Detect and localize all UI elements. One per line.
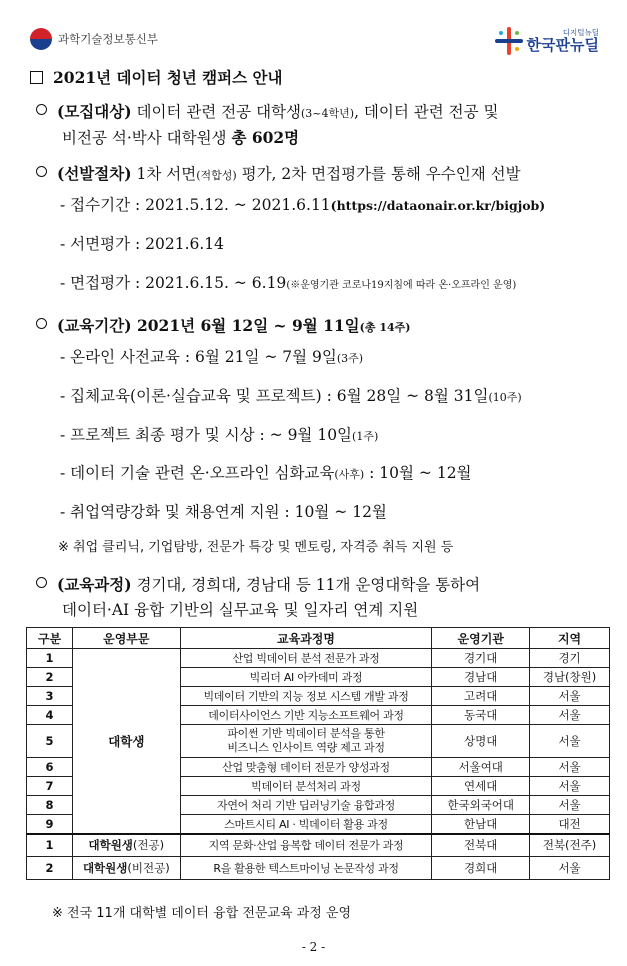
course-region: 서울 — [530, 725, 610, 758]
recruit-line2a: 비전공 석·박사 대학원생 — [62, 129, 232, 147]
course-org: 경남대 — [432, 668, 530, 687]
period-item-small: (3주) — [336, 352, 364, 365]
row-number: 6 — [27, 758, 73, 777]
selection-item-text: - 서면평가 : 2021.6.14 — [60, 235, 225, 253]
table-header-row — [27, 628, 610, 649]
period-main: 2021년 6월 12일 ~ 9월 11일 — [131, 316, 360, 335]
course-name: R을 활용한 텍스트마이닝 논문작성 과정 — [180, 857, 432, 880]
selection-item-text: - 면접평가 : 2021.6.15. ~ 6.19 — [60, 274, 287, 292]
column-header: 지역 — [530, 628, 610, 649]
period-item-small: (10주) — [488, 391, 522, 404]
table-row — [27, 834, 610, 857]
brand-title: 한국판뉴딜 — [526, 36, 599, 55]
application-url: (https://dataonair.or.kr/bigjob) — [330, 198, 546, 213]
selection-label: (선발절차) — [57, 164, 132, 183]
division-type: (전공) — [132, 838, 165, 853]
period-item-after: : 10월 ~ 12월 — [364, 464, 472, 482]
selection-item-text: - 접수기간 : 2021.5.12. ~ 2021.6.11 — [60, 196, 331, 214]
selection-item — [60, 194, 545, 217]
recruit-total: 총 602명 — [231, 128, 300, 147]
row-number: 9 — [27, 815, 73, 834]
selection-item — [60, 233, 224, 255]
period-item-small: (사후) — [334, 468, 365, 481]
course-region: 서울 — [530, 796, 610, 815]
selection-text-2: 평가, 2차 면접평가를 통해 우수인재 선발 — [236, 165, 521, 183]
period-item — [60, 346, 363, 370]
circle-bullet-icon — [36, 166, 47, 177]
table-row — [27, 649, 610, 668]
row-number: 3 — [27, 687, 73, 706]
course-region: 서울 — [530, 777, 610, 796]
column-header: 운영부문 — [72, 628, 180, 649]
period-section — [36, 314, 410, 340]
course-table — [26, 627, 610, 880]
course-org: 경기대 — [432, 649, 530, 668]
division-type: (비전공) — [127, 861, 170, 875]
curriculum-label: (교육과정) — [57, 575, 132, 594]
period-item-text: - 집체교육(이론·실습교육 및 프로젝트) : 6월 28일 ~ 8월 31일 — [60, 387, 489, 405]
row-number: 4 — [27, 706, 73, 725]
course-region: 전북(전주) — [530, 834, 610, 857]
period-item — [60, 501, 387, 523]
course-region: 경기 — [530, 649, 610, 668]
period-item-text: - 프로젝트 최종 평가 및 시상 : ~ 9월 10일 — [60, 426, 353, 444]
row-number: 1 — [27, 834, 73, 857]
recruit-text-2: , 데이터 관련 전공 및 — [354, 103, 499, 121]
selection-section — [36, 162, 521, 188]
ministry-emblem-icon — [30, 28, 52, 50]
course-org: 서울여대 — [432, 758, 530, 777]
course-name: 빅데이터 기반의 지능 정보 시스템 개발 과정 — [180, 687, 432, 706]
brand-subtitle: 디지털뉴딜 — [562, 27, 599, 37]
column-header: 운영기관 — [432, 628, 530, 649]
circle-bullet-icon — [36, 577, 47, 588]
course-region: 서울 — [530, 758, 610, 777]
curriculum-line-1: 경기대, 경희대, 경남대 등 11개 운영대학을 통하여 — [131, 576, 481, 594]
division-grad — [72, 834, 180, 857]
row-number: 2 — [27, 668, 73, 687]
course-org: 고려대 — [432, 687, 530, 706]
period-label: (교육기간) — [57, 316, 132, 335]
course-name: 빅데이터 분석처리 과정 — [180, 777, 432, 796]
course-name: 산업 맞춤형 데이터 전문가 양성과정 — [180, 758, 432, 777]
period-item-text: - 취업역량강화 및 채용연계 지원 : 10월 ~ 12월 — [60, 503, 387, 521]
ministry-header — [30, 26, 158, 52]
row-number: 1 — [27, 649, 73, 668]
recruit-section — [36, 100, 499, 126]
course-name: 산업 빅데이터 분석 전문가 과정 — [180, 649, 432, 668]
course-region: 대전 — [530, 815, 610, 834]
period-item-small: (1주) — [352, 430, 379, 443]
period-item-text: - 온라인 사전교육 : 6월 21일 ~ 7월 9일 — [60, 348, 337, 366]
selection-small: (적합성) — [196, 169, 237, 182]
period-note: ※ 취업 클리닉, 기업탐방, 전문가 특강 및 멘토링, 자격증 취득 지원 등 — [58, 540, 454, 555]
recruit-label: (모집대상) — [57, 102, 132, 121]
course-region: 서울 — [530, 857, 610, 880]
period-item — [60, 462, 472, 486]
recruit-line-2 — [62, 126, 299, 150]
curriculum-section — [36, 573, 480, 597]
checkbox-icon — [30, 71, 43, 84]
course-name: 자연어 처리 기반 딥러닝기술 융합과정 — [180, 796, 432, 815]
digital-newdeal-logo-icon — [495, 27, 523, 55]
row-number: 7 — [27, 777, 73, 796]
column-header: 구분 — [27, 628, 73, 649]
course-region: 서울 — [530, 706, 610, 725]
title-text: 2021년 데이터 청년 캠퍼스 안내 — [53, 68, 283, 87]
brand-logo — [495, 24, 599, 58]
course-name: 데이터사이언스 기반 지능소프트웨어 과정 — [180, 706, 432, 725]
course-org: 연세대 — [432, 777, 530, 796]
recruit-text: 데이터 관련 전공 대학생 — [131, 103, 302, 121]
course-org: 전북대 — [432, 834, 530, 857]
course-org: 동국대 — [432, 706, 530, 725]
course-name: 스마트시티 AI · 빅데이터 활용 과정 — [180, 815, 432, 834]
page-title — [30, 66, 282, 88]
column-header: 교육과정명 — [180, 628, 432, 649]
course-org: 상명대 — [432, 725, 530, 758]
footnote: ※ 전국 11개 대학별 데이터 융합 전문교육 과정 운영 — [52, 906, 352, 921]
division-label: 대학원생 — [88, 838, 133, 853]
division-label: 대학원생 — [82, 861, 128, 875]
circle-bullet-icon — [36, 318, 47, 329]
course-org: 한국외국어대 — [432, 796, 530, 815]
ministry-name: 과학기술정보통신부 — [58, 32, 158, 46]
period-item — [60, 385, 522, 409]
course-name: 빅리더 AI 아카데미 과정 — [180, 668, 432, 687]
recruit-small: (3~4학년) — [301, 107, 355, 120]
course-region: 서울 — [530, 687, 610, 706]
selection-text: 1차 서면 — [131, 165, 197, 183]
course-org: 경희대 — [432, 857, 530, 880]
course-org: 한남대 — [432, 815, 530, 834]
course-region: 경남(창원) — [530, 668, 610, 687]
division-undergrad: 대학생 — [72, 649, 180, 834]
table-row — [27, 857, 610, 880]
row-number: 8 — [27, 796, 73, 815]
division-grad — [72, 857, 180, 880]
curriculum-line-2: 데이터·AI 융합 기반의 실무교육 및 일자리 연계 지원 — [62, 601, 419, 619]
circle-bullet-icon — [36, 104, 47, 115]
page-number: - 2 - — [301, 940, 326, 954]
period-item-text: - 데이터 기술 관련 온·오프라인 심화교육 — [60, 464, 335, 482]
selection-item-note: (※운영기관 코로나19지침에 따라 온·오프라인 운영) — [286, 280, 517, 291]
course-name: 파이썬 기반 빅데이터 분석을 통한 비즈니스 인사이트 역량 제고 과정 — [180, 725, 432, 758]
selection-item — [60, 272, 516, 297]
row-number: 2 — [27, 857, 73, 880]
period-small: (총 14주) — [359, 321, 411, 334]
period-item — [60, 424, 378, 448]
row-number: 5 — [27, 725, 73, 758]
course-name: 지역 문화·산업 융복합 데이터 전문가 과정 — [180, 834, 432, 857]
